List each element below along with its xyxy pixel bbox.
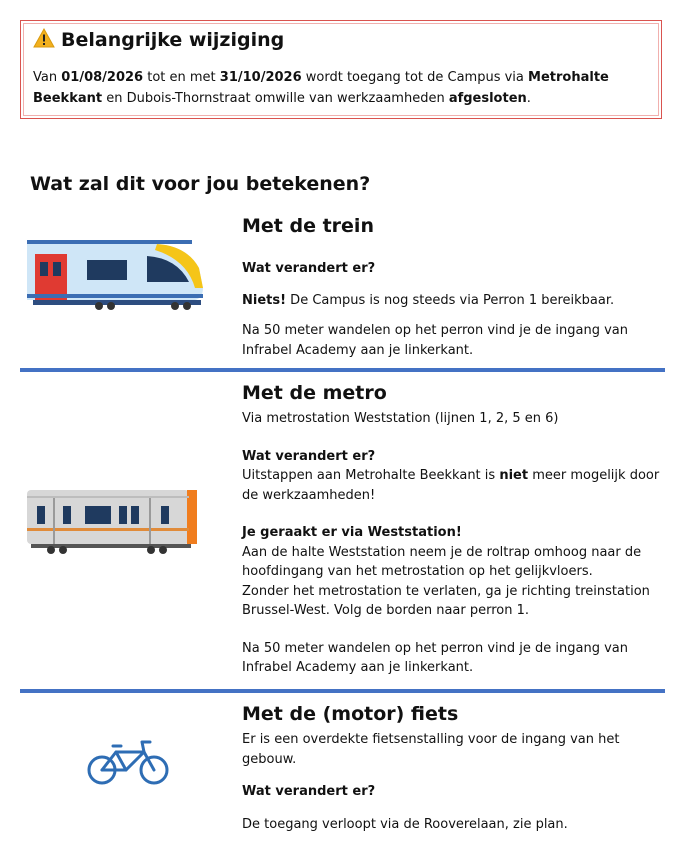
page-heading: Wat zal dit voor jou betekenen? xyxy=(30,173,371,195)
notice-text: Van 01/08/2026 tot en met 31/10/2026 wordt toegang tot de Campus via Metrohalte Beekkant en Dubois-Thornstraat omwille van werkzaamheden afgesloten. xyxy=(33,70,609,106)
date-from: 01/08/2026 xyxy=(61,70,144,85)
notice-title: Belangrijke wijziging xyxy=(61,29,285,51)
bike-title: Met de (motor) fiets xyxy=(242,703,459,725)
train-section xyxy=(242,213,672,360)
warning-icon xyxy=(33,28,55,52)
bike-what-changes: Wat verandert er? xyxy=(242,784,376,799)
important-notice xyxy=(20,20,662,119)
stop-name: Metrohalte Beekkant xyxy=(33,70,609,106)
date-to: 31/10/2026 xyxy=(219,70,302,85)
bike-line2: De toegang verloopt via de Rooverelaan, zie plan. xyxy=(242,816,568,832)
train-title: Met de trein xyxy=(242,215,374,237)
bike-section xyxy=(242,701,672,834)
notice-header xyxy=(33,28,284,52)
metro-route-title: Je geraakt er via Weststation! xyxy=(242,525,462,540)
train-what-changes: Wat verandert er? xyxy=(242,261,376,276)
metro-route-2: Zonder het metrostation te verlaten, ga je richting treinstation Brussel-West. Volg de borden naar perron 1. xyxy=(242,583,650,618)
metro-what-changes: Wat verandert er? xyxy=(242,448,376,464)
metro-change: Uitstappen aan Metrohalte Beekkant is niet meer mogelijk door de werkzaamheden! xyxy=(242,468,660,503)
train-line1: Niets! De Campus is nog steeds via Perron 1 bereikbaar. xyxy=(242,292,615,308)
divider xyxy=(20,689,665,693)
bicycle-icon xyxy=(86,738,170,790)
closed-label: afgesloten xyxy=(448,91,527,106)
metro-icon xyxy=(27,488,199,560)
metro-title: Met de metro xyxy=(242,382,387,404)
train-icon xyxy=(27,238,205,314)
metro-final: Na 50 meter wandelen op het perron vind je de ingang van Infrabel Academy aan je linkerkant. xyxy=(242,640,629,675)
bike-line1: Er is een overdekte fietsenstalling voor de ingang van het gebouw. xyxy=(242,732,620,767)
metro-section xyxy=(242,380,672,678)
train-line2: Na 50 meter wandelen op het perron vind je de ingang van Infrabel Academy aan je linkerkant. xyxy=(242,323,629,358)
divider xyxy=(20,368,665,372)
metro-via: Via metrostation Weststation (lijnen 1, 2, 5 en 6) xyxy=(242,411,559,426)
metro-route-1: Aan de halte Weststation neem je de roltrap omhoog naar de hoofdingang van het metrostation op het gelijkvloers. xyxy=(242,544,642,579)
